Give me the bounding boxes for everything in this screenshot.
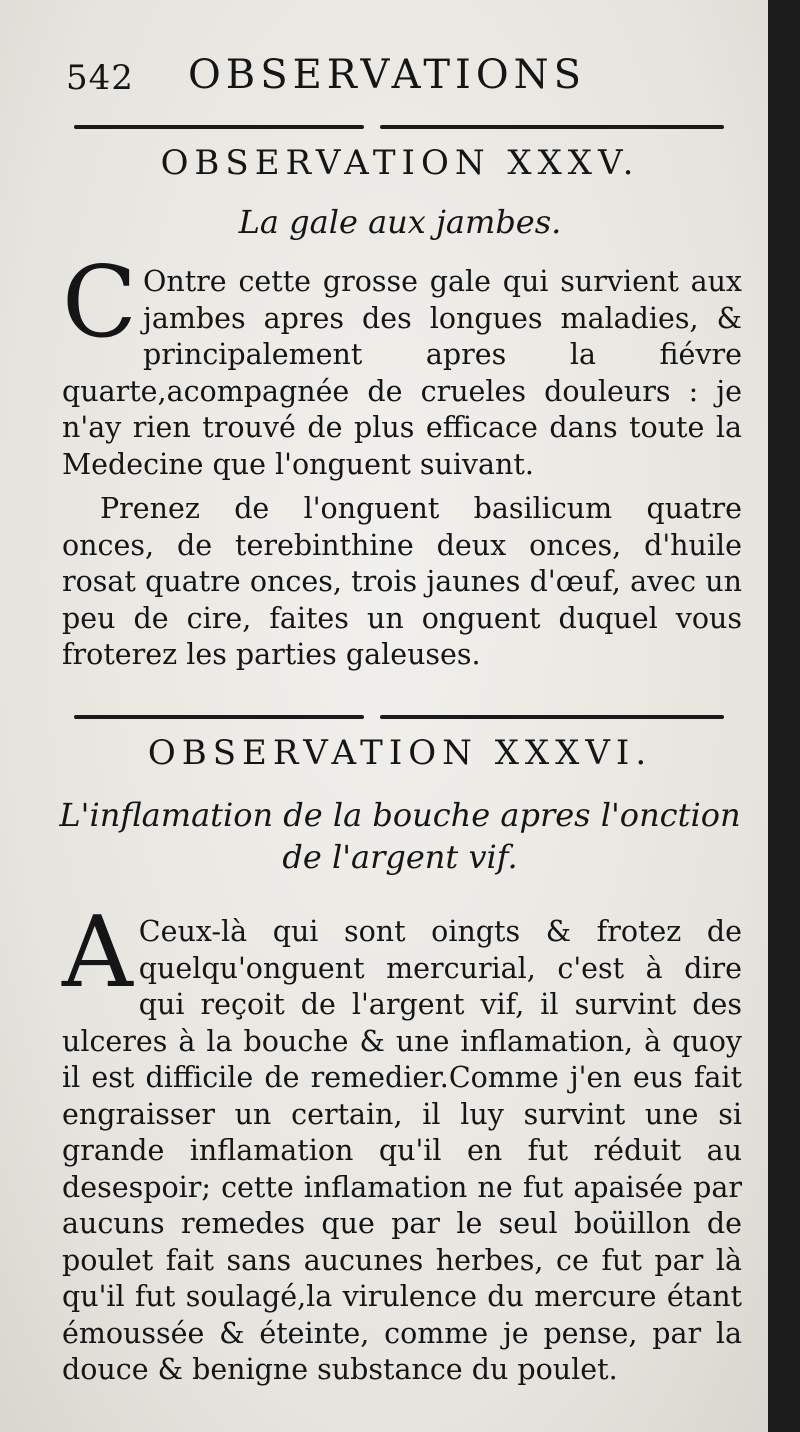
page-number: 542 — [66, 58, 134, 98]
dropcap-c: C — [62, 246, 137, 360]
top-rule — [74, 120, 724, 134]
observation-35-body — [62, 246, 742, 674]
observation-36-subtitle-line-1: L'inflamation de la bouche apres l'onction — [59, 796, 741, 834]
observation-36-paragraph-1-text: Ceux-là qui sont oingts & frotez de quelqu'onguent mercurial, c'est à dire qui reçoit de l'argent vif, il survint des ulceres à la bouche & une inflamation, à quoy il est difficile de remedier.Comme j'en eus fait engraisser un certain, il luy survint une si grande inflamation qu'il en fut réduit au desespoir; cette inflamation ne fut apaisée par aucuns remedes que par le seul boüillon de poulet fait sans aucunes herbes, ce fut par là qu'il fut soulagé,la virulence du mercure étant émoussée & éteinte, comme je pense, par la douce & benigne substance du poulet. — [62, 915, 742, 1386]
observation-35-paragraph-1 — [62, 246, 742, 483]
observation-35-title: OBSERVATION XXXV. — [160, 143, 640, 183]
middle-rule — [74, 710, 724, 724]
observation-36-paragraph-1 — [62, 896, 742, 1389]
observation-35-paragraph-2: Prenez de l'onguent basilicum quatre onces, de terebinthine deux onces, d'huile rosat quatre onces, trois jaunes d'œuf, avec un peu de cire, faites un onguent duquel vous froterez les parties galeuses. — [62, 492, 742, 671]
observation-35-paragraph-1-text: Ontre cette grosse gale qui survient aux jambes apres des longues maladies, & principalement apres la fiévre quarte,acompagnée de crueles douleurs : je n'ay rien trouvé de plus efficace dans toute la Medecine que l'onguent suivant. — [62, 265, 742, 481]
observation-36-title: OBSERVATION XXXVI. — [147, 733, 653, 773]
observation-35-subtitle: La gale aux jambes. — [238, 203, 562, 241]
observation-36-subtitle-line-2: de l'argent vif. — [282, 838, 518, 876]
running-head: OBSERVATIONS — [188, 52, 587, 98]
page-header — [62, 52, 742, 102]
dropcap-a: A — [62, 896, 133, 1010]
observation-36-body — [62, 896, 742, 1389]
